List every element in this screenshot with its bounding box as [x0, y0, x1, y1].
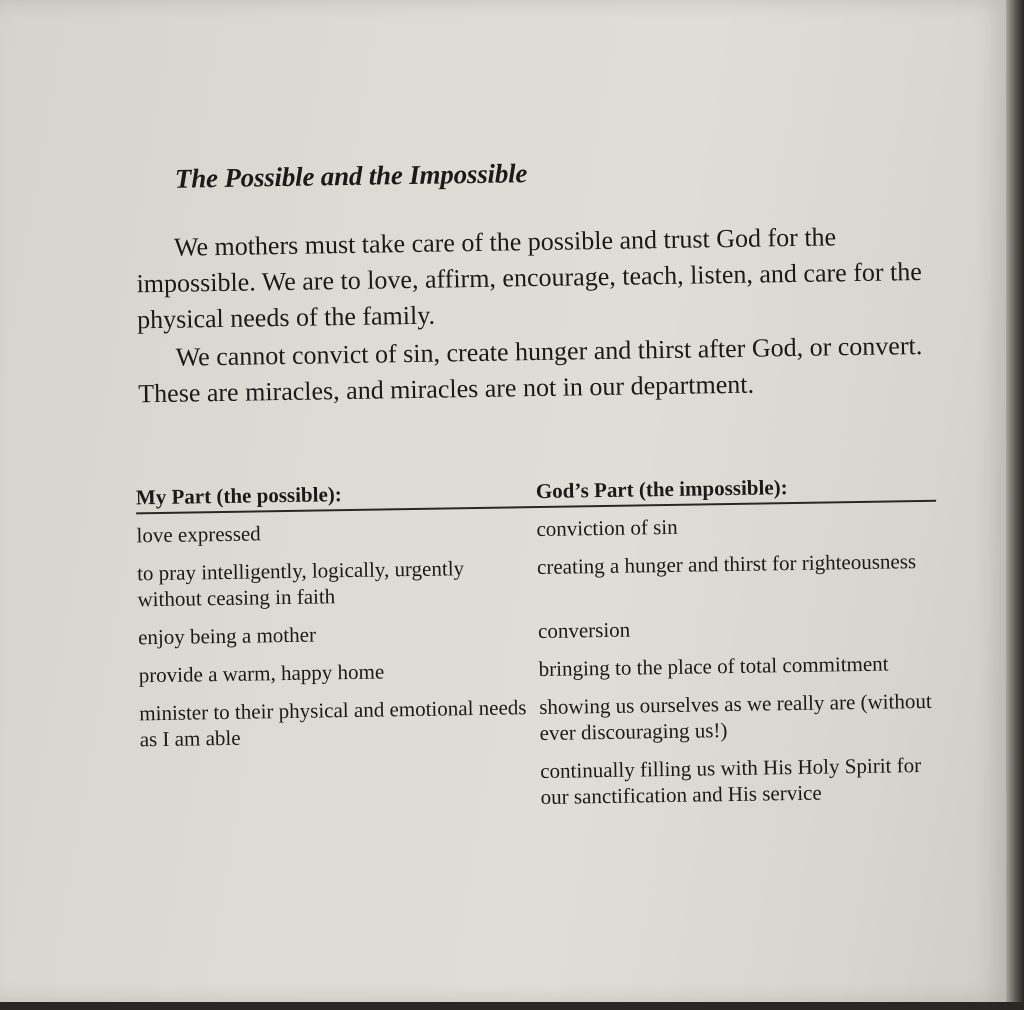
table-row [138, 612, 938, 651]
gods-part-cell: conviction of sin [536, 514, 678, 542]
table-row [140, 752, 941, 817]
parts-table [136, 472, 941, 829]
header-gods-part: God’s Part (the impossible): [535, 475, 788, 504]
my-part-cell: minister to their physical and emotional needs as I am able [139, 695, 527, 752]
my-part-cell: to pray intelligently, logically, urgently without ceasing in faith [136, 556, 465, 612]
paragraph-2-text: We cannot convict of sin, create hunger and thirst after God, or convert. These are miracles, and miracles are not in our department. [138, 330, 923, 409]
my-part-cell [140, 758, 541, 816]
section-heading: The Possible and the Impossible [174, 158, 528, 194]
table-row [139, 688, 940, 753]
table-header-row [136, 472, 936, 515]
indent [136, 256, 174, 257]
header-my-part: My Part (the possible): [135, 482, 342, 510]
my-part-cell: love expressed [136, 521, 261, 548]
indent [138, 366, 176, 367]
paragraph-2 [137, 328, 928, 412]
table-row [136, 510, 936, 549]
my-part-cell: enjoy being a mother [137, 622, 317, 650]
gods-part-cell: creating a hunger and thirst for righteousness [536, 549, 917, 580]
my-part-cell: provide a warm, happy home [138, 659, 385, 688]
table-row [139, 650, 939, 689]
table-row [137, 548, 938, 613]
gods-part-cell: bringing to the place of total commitment [538, 651, 889, 682]
paragraph-1-text: We mothers must take care of the possible and trust God for the impossible. We are to love, affirm, encourage, teach, listen, and care for the physical needs of the family. [136, 222, 922, 335]
gods-part-cell: continually filling us with His Holy Spirit for our sanctification and His service [540, 753, 922, 810]
gods-part-cell: conversion [537, 617, 631, 644]
paragraph-1 [136, 218, 928, 338]
gods-part-cell: showing us ourselves as we really are (without ever discouraging us!) [539, 688, 932, 746]
